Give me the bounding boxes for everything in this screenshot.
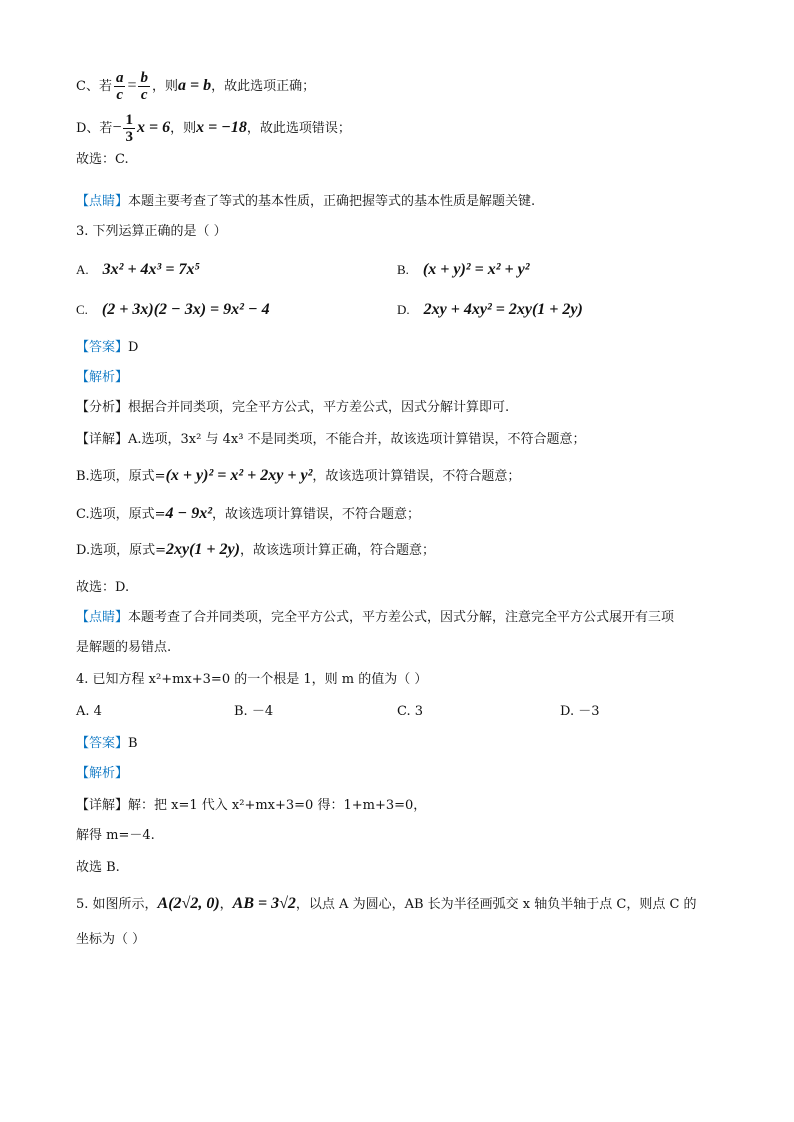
fraction-1-over-3: $\frac{1}{3}$: [125, 112, 133, 145]
c-result: a = b: [178, 77, 212, 94]
line-c: C.选项，原式=4 − 9x²，故该选项计算错误，不符合题意；: [76, 505, 421, 522]
answer-4: 【答案】B: [76, 736, 138, 751]
analysis-4-heading: 【解析】: [76, 766, 129, 781]
q3-option-d: D. 2xy + 4xy² = 2xy(1 + 2y): [397, 301, 583, 318]
choose-b: 故选 B.: [76, 860, 120, 875]
segment-ab: AB = 3√2: [232, 895, 296, 912]
q4-option-b: B. －4: [234, 704, 274, 719]
question-3-stem: 3. 下列运算正确的是（ ）: [76, 224, 227, 239]
note-1: 【点睛】本题主要考查了等式的基本性质，正确把握等式的基本性质是解题关键.: [76, 194, 536, 209]
q4-option-a: A. 4: [76, 704, 102, 719]
q3-option-a: A. 3x² + 4x³ = 7x⁵: [76, 261, 201, 278]
question-4-stem: 4. 已知方程 x²+mx+3=0 的一个根是 1，则 m 的值为（ ）: [76, 672, 428, 687]
q4-option-d: D. －3: [560, 704, 600, 719]
q3-option-c: C. (2 + 3x)(2 − 3x) = 9x² − 4: [76, 301, 270, 318]
fenxi-3: 【分析】根据合并同类项，完全平方公式，平方差公式，因式分解计算即可.: [76, 400, 510, 415]
option-d-explanation: D、若− $\frac{1}{3}$ x = 6，则x = −18，故此选项错误；: [76, 112, 351, 145]
note-3-cont: 是解题的易错点.: [76, 640, 172, 655]
line-b: B.选项，原式=(x + y)² = x² + 2xy + y²，故该选项计算错误，不符合题意；: [76, 467, 521, 484]
fraction-b-over-c: $\frac{b}{c}$: [140, 70, 148, 103]
answer-3: 【答案】D: [76, 340, 139, 355]
solve-4: 解得 m=－4.: [76, 828, 155, 843]
q4-option-c: C. 3: [397, 704, 424, 719]
d-result: x = −18: [196, 119, 247, 136]
question-5-cont: 坐标为（ ）: [76, 932, 146, 947]
option-c-explanation: C、若 $\frac{a}{c}$ = $\frac{b}{c}$ ，则a = b，故此选项正确；: [76, 70, 316, 103]
question-5-stem: 5. 如图所示，A(2√2, 0)，AB = 3√2，以点 A 为圆心，AB 长为半径画弧交 x 轴负半轴于点 C，则点 C 的: [76, 895, 697, 912]
xiangjie-3: 【详解】A.选项，3x² 与 4x³ 不是同类项，不能合并，故该选项计算错误，不符合题意；: [76, 432, 586, 447]
analysis-3-heading: 【解析】: [76, 370, 129, 385]
point-a: A(2√2, 0): [157, 895, 220, 912]
line-d: D.选项，原式=2xy(1 + 2y)，故该选项计算正确，符合题意；: [76, 541, 435, 558]
note-3: 【点睛】本题考查了合并同类项，完全平方公式，平方差公式，因式分解，注意完全平方公式展开有三项: [76, 610, 675, 625]
q3-option-b: B. (x + y)² = x² + y²: [397, 261, 530, 278]
choose-d: 故选：D.: [76, 580, 130, 595]
xiangjie-4: 【详解】解：把 x=1 代入 x²+mx+3=0 得：1+m+3=0，: [76, 798, 427, 813]
choose-c: 故选：C.: [76, 152, 129, 167]
note-tag: 【点睛】: [76, 194, 129, 209]
fraction-a-over-c: $\frac{a}{c}$: [115, 70, 124, 103]
c-prefix: C、若: [76, 79, 112, 94]
